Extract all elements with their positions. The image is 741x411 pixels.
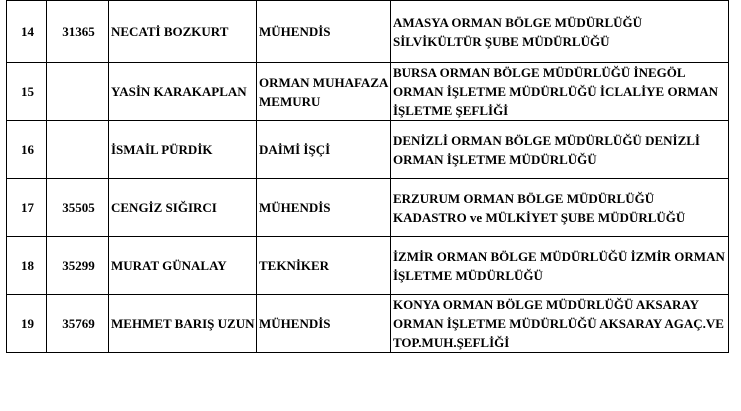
- job-title: DAİMİ İŞÇİ: [257, 121, 391, 179]
- unit-name: DENİZLİ ORMAN BÖLGE MÜDÜRLÜĞÜ DENİZLİ ORMAN İŞLETME MÜDÜRLÜĞÜ: [391, 121, 729, 179]
- unit-name: ERZURUM ORMAN BÖLGE MÜDÜRLÜĞÜ KADASTRO ve MÜLKİYET ŞUBE MÜDÜRLÜĞÜ: [391, 179, 729, 237]
- registry-number: [47, 121, 109, 179]
- row-number: 14: [7, 1, 47, 63]
- table-row: [7, 295, 729, 353]
- unit-name: BURSA ORMAN BÖLGE MÜDÜRLÜĞÜ İNEGÖL ORMAN İŞLETME MÜDÜRLÜĞÜ İCLALİYE ORMAN İŞLETME ŞEFLİĞİ: [391, 63, 729, 121]
- person-name: MEHMET BARIŞ UZUN: [109, 295, 257, 353]
- person-name: NECATİ BOZKURT: [109, 1, 257, 63]
- person-name: CENGİZ SIĞIRCI: [109, 179, 257, 237]
- registry-number: 35505: [47, 179, 109, 237]
- registry-number: 31365: [47, 1, 109, 63]
- table-row: [7, 179, 729, 237]
- job-title: TEKNİKER: [257, 237, 391, 295]
- registry-number: [47, 63, 109, 121]
- unit-name: AMASYA ORMAN BÖLGE MÜDÜRLÜĞÜ SİLVİKÜLTÜR ŞUBE MÜDÜRLÜĞÜ: [391, 1, 729, 63]
- job-title: MÜHENDİS: [257, 295, 391, 353]
- row-number: 15: [7, 63, 47, 121]
- personnel-table: [6, 0, 729, 353]
- registry-number: 35769: [47, 295, 109, 353]
- unit-name: KONYA ORMAN BÖLGE MÜDÜRLÜĞÜ AKSARAY ORMAN İŞLETME MÜDÜRLÜĞÜ AKSARAY AGAÇ.VE TOP.MUH.ŞEFLİĞİ: [391, 295, 729, 353]
- table-row: [7, 121, 729, 179]
- registry-number: 35299: [47, 237, 109, 295]
- table-row: [7, 1, 729, 63]
- row-number: 17: [7, 179, 47, 237]
- table-row: [7, 237, 729, 295]
- person-name: YASİN KARAKAPLAN: [109, 63, 257, 121]
- job-title: MÜHENDİS: [257, 179, 391, 237]
- person-name: MURAT GÜNALAY: [109, 237, 257, 295]
- person-name: İSMAİL PÜRDİK: [109, 121, 257, 179]
- unit-name: İZMİR ORMAN BÖLGE MÜDÜRLÜĞÜ İZMİR ORMAN İŞLETME MÜDÜRLÜĞÜ: [391, 237, 729, 295]
- row-number: 16: [7, 121, 47, 179]
- job-title: ORMAN MUHAFAZA MEMURU: [257, 63, 391, 121]
- table-row: [7, 63, 729, 121]
- row-number: 18: [7, 237, 47, 295]
- row-number: 19: [7, 295, 47, 353]
- job-title: MÜHENDİS: [257, 1, 391, 63]
